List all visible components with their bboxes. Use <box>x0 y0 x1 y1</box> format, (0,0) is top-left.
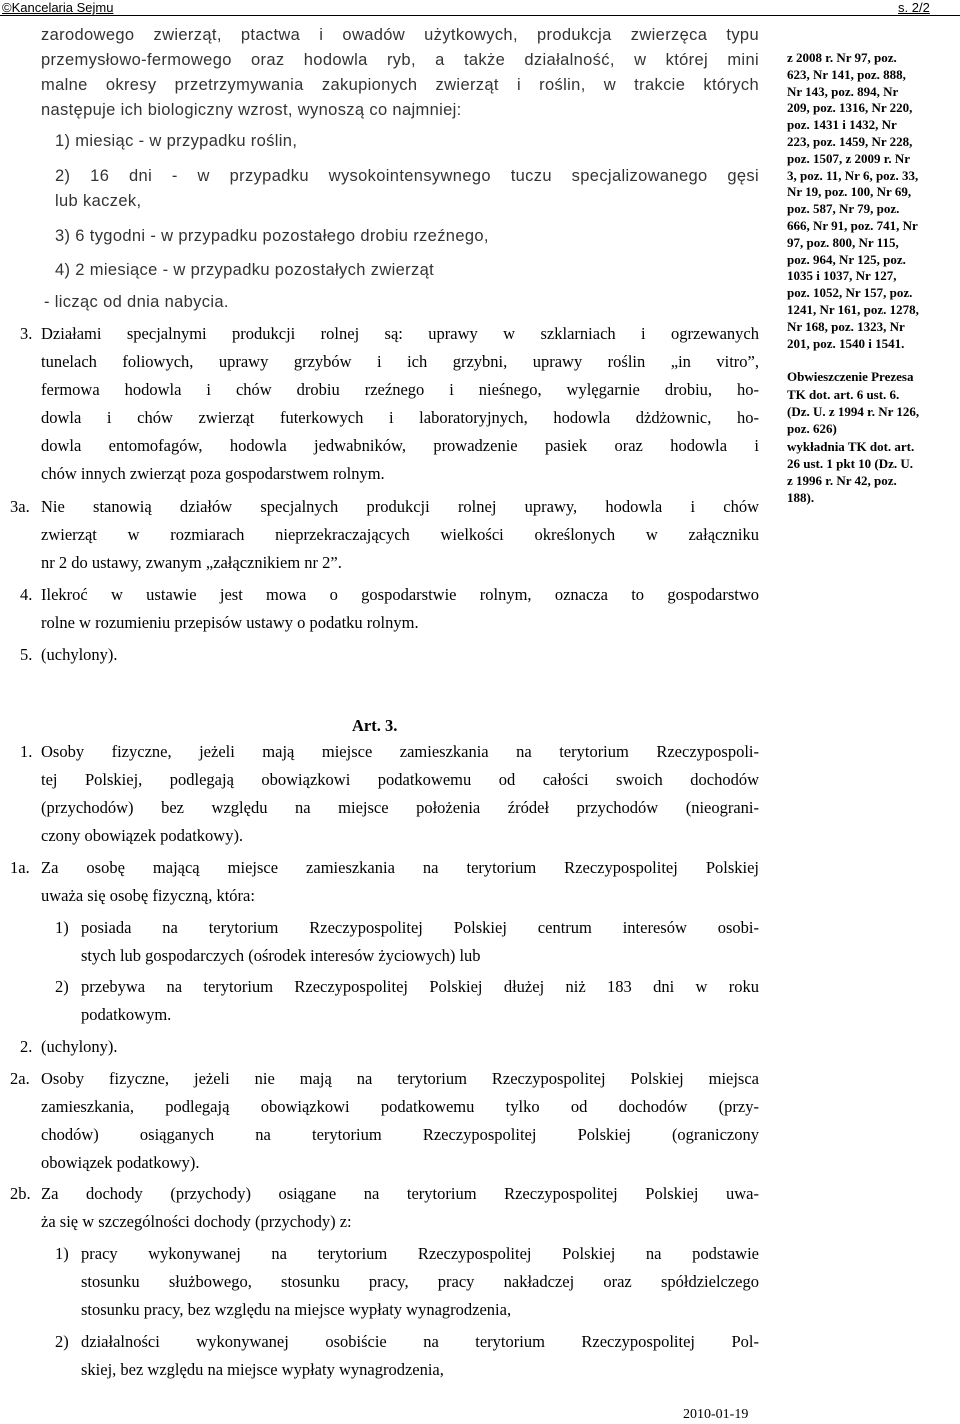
amendment-line: poz. 964, Nr 125, poz. <box>787 251 906 267</box>
paragraph-line: obowiązek podatkowy). <box>41 1153 200 1172</box>
paragraph-number: 3a. <box>10 497 30 516</box>
amendment-line: 97, poz. 800, Nr 115, <box>787 234 899 250</box>
amendment-line: poz. 1431 i 1432, Nr <box>787 117 897 133</box>
period-item: 2) 16 dni - w przypadku wysokointensywnego tuczu specjalizowanego gęsi <box>55 167 759 185</box>
list-item-line: posiada na terytorium Rzeczypospolitej Polskiej centrum interesów osobi- <box>81 918 759 937</box>
notice-line: Obwieszczenie Prezesa <box>787 369 914 385</box>
intro-line: malne okresy przetrzymywania zakupionych zwierząt i roślin, w trakcie których <box>41 76 759 94</box>
list-item-line: pracy wykonywanej na terytorium Rzeczypospolitej Polskiej na podstawie <box>81 1244 759 1263</box>
period-item: 4) 2 miesiące - w przypadku pozostałych zwierząt <box>55 261 435 279</box>
paragraph-line: (przychodów) bez względu na miejsce położenia źródeł przychodów (nieograni- <box>41 798 759 817</box>
amendment-line: Nr 168, poz. 1323, Nr <box>787 318 905 334</box>
period-item: 3) 6 tygodni - w przypadku pozostałego drobiu rzeźnego, <box>55 227 489 245</box>
paragraph-line: Nie stanowią działów specjalnych produkcji rolnej uprawy, hodowla i chów <box>41 497 759 516</box>
amendment-line: 1241, Nr 161, poz. 1278, <box>787 301 919 317</box>
paragraph-line: Osoby fizyczne, jeżeli mają miejsce zamieszkania na terytorium Rzeczypospoli- <box>41 742 759 761</box>
intro-line: przemysłowo-fermowego oraz hodowla ryb, a także działalność, w której mini <box>41 51 759 69</box>
amendment-references <box>787 50 959 352</box>
paragraph-line: zamieszkania, podlegają obowiązkowi podatkowemu tylko od dochodów (przy- <box>41 1097 759 1116</box>
list-number: 2) <box>55 1332 69 1351</box>
paragraph-number: 3. <box>20 324 33 343</box>
period-item: 1) miesiąc - w przypadku roślin, <box>55 132 298 150</box>
list-item-line: stych lub gospodarczych (ośrodek interesów życiowych) lub <box>81 946 481 965</box>
tribunal-notice <box>787 368 959 506</box>
paragraph-number: 1. <box>20 742 33 761</box>
intro-line: następuje ich biologiczny wzrost, wynoszą co najmniej: <box>41 101 462 119</box>
paragraph-line: Za osobę mającą miejsce zamieszkania na terytorium Rzeczypospolitej Polskiej <box>41 858 759 877</box>
amendment-line: z 2008 r. Nr 97, poz. <box>787 50 897 65</box>
list-number: 1) <box>55 1244 69 1263</box>
margin-notes <box>787 50 959 507</box>
paragraph-number: 2. <box>20 1037 33 1056</box>
amendment-line: Nr 19, poz. 100, Nr 69, <box>787 184 912 200</box>
document-date: 2010-01-19 <box>683 1407 749 1422</box>
paragraph-number: 2a. <box>10 1069 30 1088</box>
notice-line: wykładnia TK dot. art. <box>787 438 915 454</box>
amendment-line: 223, poz. 1459, Nr 228, <box>787 133 913 149</box>
paragraph-number: 2b. <box>10 1184 31 1203</box>
paragraph-line: Osoby fizyczne, jeżeli nie mają na terytorium Rzeczypospolitej Polskiej miejsca <box>41 1069 759 1088</box>
paragraph-line: rolne w rozumieniu przepisów ustawy o podatku rolnym. <box>41 613 419 632</box>
paragraph-line: tej Polskiej, podlegają obowiązkowi podatkowemu od całości swoich dochodów <box>41 770 759 789</box>
paragraph-line: dowla i chów zwierząt futerkowych i laboratoryjnych, hodowla dżdżownic, ho- <box>41 408 759 427</box>
amendment-line: 666, Nr 91, poz. 741, Nr <box>787 217 918 233</box>
counting-note: - licząc od dnia nabycia. <box>44 293 229 311</box>
list-item-line: przebywa na terytorium Rzeczypospolitej Polskiej dłużej niż 183 dni w roku <box>81 977 759 996</box>
list-item-line: stosunku pracy, bez względu na miejsce wypłaty wynagrodzenia, <box>81 1300 512 1319</box>
paragraph-line: chów innych zwierząt poza gospodarstwem rolnym. <box>41 464 385 483</box>
paragraph-line: uważa się osobę fizyczną, która: <box>41 886 255 905</box>
amendment-line: 623, Nr 141, poz. 888, <box>787 66 906 82</box>
amendment-line: 3, poz. 11, Nr 6, poz. 33, <box>787 167 919 183</box>
paragraph-line: ża się w szczególności dochody (przychody) z: <box>41 1212 352 1231</box>
paragraph-line: (uchylony). <box>41 645 118 664</box>
list-item-line: podatkowym. <box>81 1005 172 1024</box>
notice-line: poz. 626) <box>787 421 837 437</box>
notice-line: 26 ust. 1 pkt 10 (Dz. U. <box>787 455 914 471</box>
paragraph-line: tunelach foliowych, uprawy grzybów i ich grzybni, uprawy roślin „in vitro”, <box>41 352 759 371</box>
list-number: 2) <box>55 977 69 996</box>
page-number: s. 2/2 <box>898 0 930 15</box>
notice-line: z 1996 r. Nr 42, poz. <box>787 473 897 489</box>
paragraph-number: 4. <box>20 585 33 604</box>
list-item-line: skiej, bez względu na miejsce wypłaty wynagrodzenia, <box>81 1360 444 1379</box>
publisher-link[interactable]: ©Kancelaria Sejmu <box>2 0 114 15</box>
paragraph-line: Działami specjalnymi produkcji rolnej są: uprawy w szklarniach i ogrzewanych <box>41 324 759 343</box>
amendment-line: 201, poz. 1540 i 1541. <box>787 335 905 351</box>
amendment-line: poz. 587, Nr 79, poz. <box>787 201 900 217</box>
amendment-line: 209, poz. 1316, Nr 220, <box>787 100 913 116</box>
list-item-line: stosunku służbowego, stosunku pracy, pracy nakładczej oraz spółdzielczego <box>81 1272 759 1291</box>
paragraph-line: fermowa hodowla i chów drobiu rzeźnego i nieśnego, wylęgarnie drobiu, ho- <box>41 380 759 399</box>
list-item-line: działalności wykonywanej osobiście na terytorium Rzeczypospolitej Pol- <box>81 1332 759 1351</box>
paragraph-line: Ilekroć w ustawie jest mowa o gospodarstwie rolnym, oznacza to gospodarstwo <box>41 585 759 604</box>
notice-line: TK dot. art. 6 ust. 6. <box>787 386 900 402</box>
period-item-continuation: lub kaczek, <box>55 192 142 210</box>
paragraph-number: 1a. <box>10 858 30 877</box>
notice-line: (Dz. U. z 1994 r. Nr 126, <box>787 403 920 419</box>
paragraph-number: 5. <box>20 645 33 664</box>
paragraph-line: (uchylony). <box>41 1037 118 1056</box>
paragraph-line: nr 2 do ustawy, zwanym „załącznikiem nr 2”. <box>41 553 342 572</box>
article-title: Art. 3. <box>352 716 398 735</box>
amendment-line: poz. 1507, z 2009 r. Nr <box>787 150 911 166</box>
paragraph-line: dowla entomofagów, hodowla jedwabników, prowadzenie pasiek oraz hodowla i <box>41 436 759 455</box>
amendment-line: 1035 i 1037, Nr 127, <box>787 268 897 284</box>
amendment-line: poz. 1052, Nr 157, poz. <box>787 285 913 301</box>
header-divider <box>0 15 960 16</box>
amendment-line: Nr 143, poz. 894, Nr <box>787 83 899 99</box>
paragraph-line: zwierząt w rozmiarach nieprzekraczających wielkości określonych w załączniku <box>41 525 759 544</box>
paragraph-line: czony obowiązek podatkowy). <box>41 826 244 845</box>
list-number: 1) <box>55 918 69 937</box>
paragraph-line: chodów) osiąganych na terytorium Rzeczypospolitej Polskiej (ograniczony <box>41 1125 759 1144</box>
notice-line: 188). <box>787 490 815 506</box>
intro-line: zarodowego zwierząt, ptactwa i owadów użytkowych, produkcja zwierzęca typu <box>41 26 759 44</box>
paragraph-line: Za dochody (przychody) osiągane na terytorium Rzeczypospolitej Polskiej uwa- <box>41 1184 759 1203</box>
